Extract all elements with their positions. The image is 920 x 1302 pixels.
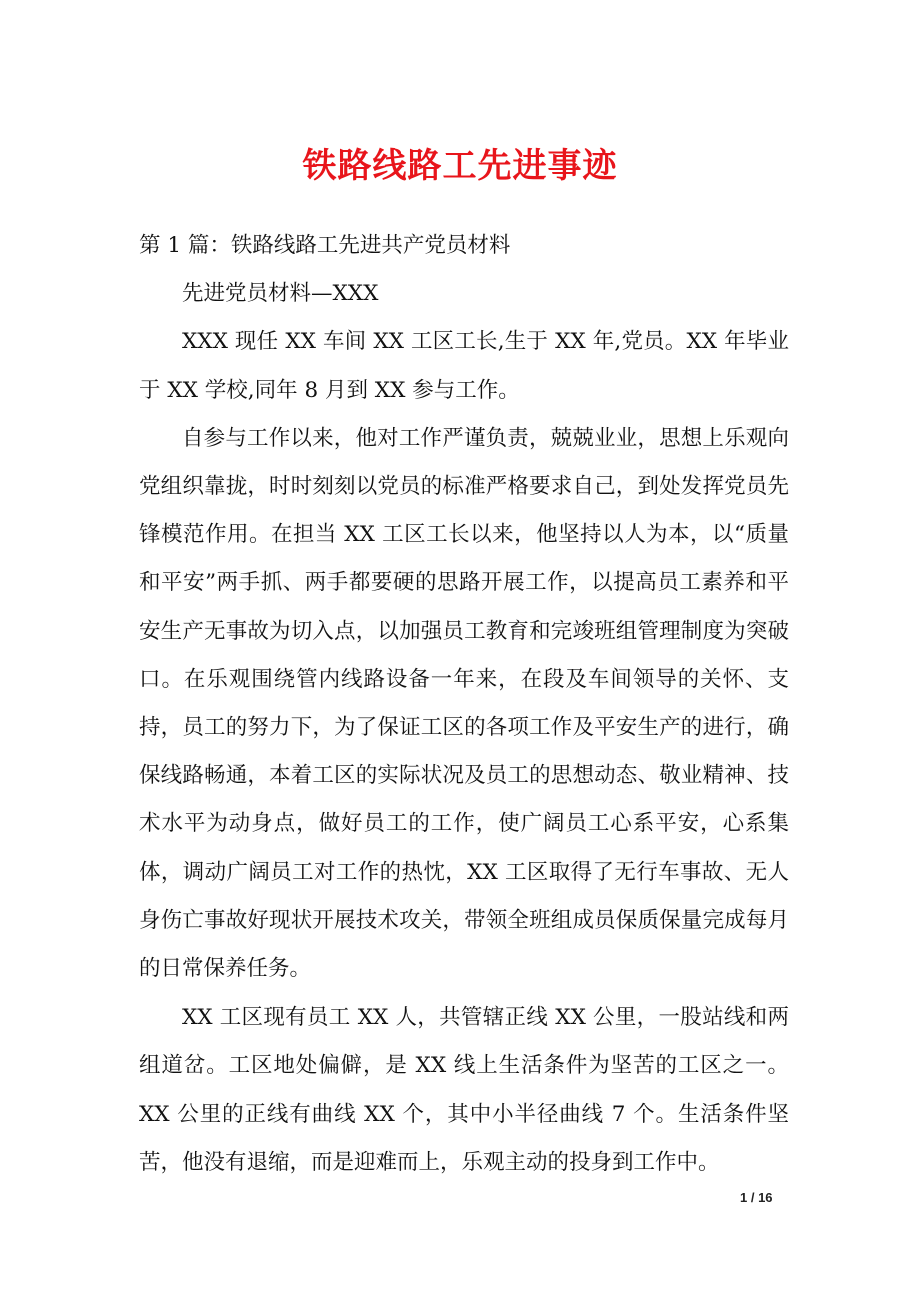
page-number: 1 / 16 — [740, 1190, 773, 1205]
paragraph-workarea: XX 工区现有员工 XX 人，共管辖正线 XX 公里，一股站线和两组道岔。工区地处偏僻，是 XX 线上生活条件为坚苦的工区之一。XX 公里的正线有曲线 XX 个，其中小半径曲线 7 个。生活条件坚苦，他没有退缩，而是迎难而上，乐观主动的投身到工作中。 — [139, 1005, 789, 1175]
paragraph-subtitle: 先进党员材料—XXX — [182, 281, 379, 307]
paragraph-intro: XXX 现任 XX 车间 XX 工区工长,生于 XX 年,党员。XX 年毕业于 XX 学校,同年 8 月到 XX 参与工作。 — [139, 329, 789, 403]
section-heading: 第 1 篇：铁路线路工先进共产党员材料 — [139, 233, 511, 258]
document-title: 铁路线路工先进事迹 — [302, 146, 618, 186]
paragraph-work: 自参与工作以来，他对工作严谨负责，兢兢业业，思想上乐观向党组织靠拢，时时刻刻以党员的标准严格要求自己，到处发挥党员先锋模范作用。在担当 XX 工区工长以来，他坚持以人为本，以“质量和平安”两手抓、两手都要硬的思路开展工作，以提高员工素养和平安生产无事故为切入点，以加强员工教育和完竣班组管理制度为突破口。在乐观围绕管内线路设备一年来，在段及车间领导的关怀、支持，员工的努力下，为了保证工区的各项工作及平安生产的进行，确保线路畅通，本着工区的实际状况及员工的思想动态、敬业精神、技术水平为动身点，做好员工的工作，使广阔员工心系平安，心系集体，调动广阔员工对工作的热忱，XX 工区取得了无行车事故、无人身伤亡事故好现状开展技术攻关，带领全班组成员保质保量完成每月的日常保养任务。 — [139, 425, 789, 982]
document-body — [139, 222, 789, 1187]
